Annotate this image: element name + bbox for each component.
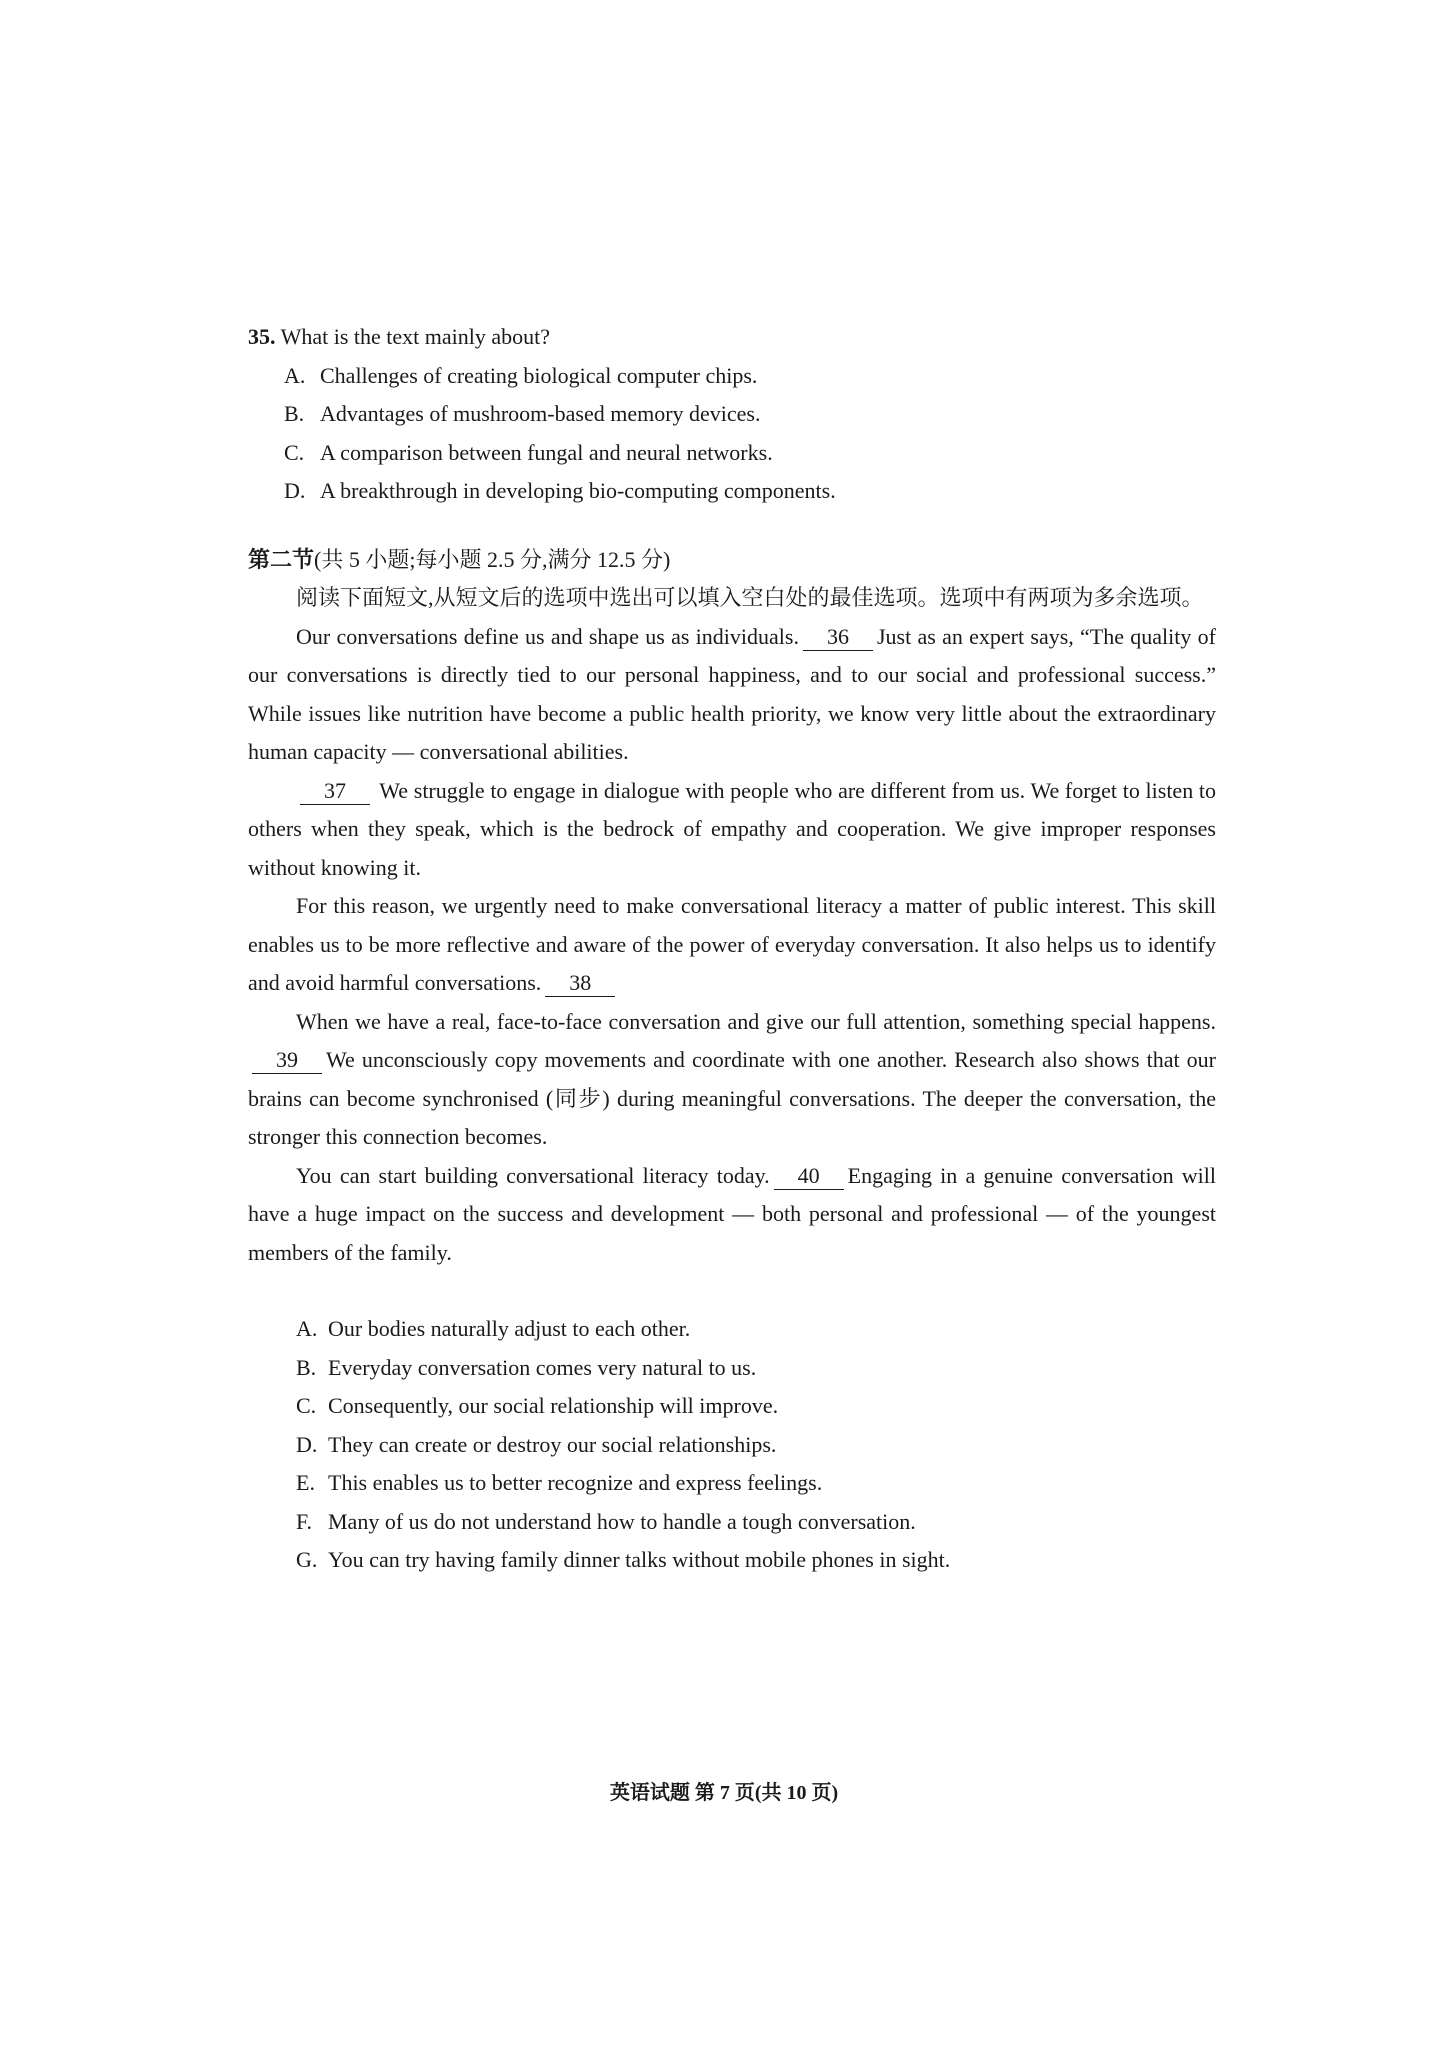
section-heading — [248, 541, 1216, 580]
passage-text: Engaging in a genuine conversation will have a huge impact on the success and development — both personal and professional — of the youngest members of the family. — [248, 1162, 1217, 1265]
question-35-option-c — [248, 434, 1216, 473]
choice-b — [248, 1349, 1216, 1388]
option-text: A comparison between fungal and neural networks. — [320, 439, 773, 465]
blank-37: 37 — [300, 778, 370, 805]
passage-text: You can start building conversational literacy today. — [296, 1162, 770, 1188]
choice-letter: B. — [296, 1354, 317, 1380]
choice-text: Our bodies naturally adjust to each other. — [328, 1316, 691, 1341]
question-35-option-a — [248, 357, 1216, 396]
choice-c — [248, 1387, 1216, 1426]
passage-paragraph-4 — [248, 1003, 1216, 1157]
passage-text: Our conversations define us and shape us as individuals. — [296, 623, 799, 649]
choice-letter: D. — [296, 1431, 318, 1457]
passage-paragraph-5 — [248, 1157, 1216, 1273]
choice-text: Consequently, our social relationship will improve. — [328, 1393, 779, 1418]
page-content — [248, 318, 1216, 1580]
choice-list — [248, 1310, 1216, 1580]
passage-text: For this reason, we urgently need to make conversational literacy a matter of public interest. This skill enables us to be more reflective and aware of the power of everyday conversation. It also helps us to identify and avoid harmful conversations. — [248, 893, 1216, 995]
question-text: What is the text mainly about? — [280, 324, 551, 349]
choice-text: They can create or destroy our social relationships. — [328, 1431, 777, 1457]
option-letter: C. — [284, 439, 305, 465]
passage-text: When we have a real, face-to-face conversation and give our full attention, something special happens. — [296, 1008, 1216, 1034]
choice-letter: C. — [296, 1393, 317, 1418]
passage-paragraph-3 — [248, 887, 1216, 1003]
option-letter: D. — [284, 478, 306, 503]
passage-paragraph-1 — [248, 618, 1216, 772]
section-title: 第二节 — [248, 546, 315, 572]
question-35-option-b — [248, 395, 1216, 434]
option-text: A breakthrough in developing bio-computing components. — [320, 478, 836, 503]
choice-d — [248, 1426, 1216, 1465]
choice-g — [248, 1541, 1216, 1580]
choice-text: You can try having family dinner talks without mobile phones in sight. — [328, 1547, 951, 1572]
question-35-stem — [248, 318, 1216, 357]
passage-paragraph-2 — [248, 772, 1216, 888]
choice-letter: G. — [296, 1547, 318, 1572]
blank-40: 40 — [774, 1163, 844, 1190]
choice-letter: F. — [296, 1508, 312, 1534]
choice-text: Everyday conversation comes very natural to us. — [328, 1354, 757, 1380]
option-letter: A. — [284, 362, 306, 388]
question-35-option-d — [248, 472, 1216, 511]
passage-text: We struggle to engage in dialogue with people who are different from us. We forget to listen to others when they speak, which is the bedrock of empathy and cooperation. We give improper responses without knowing it. — [248, 777, 1216, 880]
section-instruction: 阅读下面短文,从短文后的选项中选出可以填入空白处的最佳选项。选项中有两项为多余选项。 — [296, 585, 1204, 610]
passage-text: We unconsciously copy movements and coordinate with one another. Research also shows that our brains can become synchronised (同步) during meaningful conversations. The deeper the conversation, the stronger this connection becomes. — [248, 1047, 1216, 1149]
option-letter: B. — [284, 401, 305, 426]
page-footer: 英语试题 第 7 页(共 10 页) — [609, 1782, 839, 1804]
option-text: Advantages of mushroom-based memory devices. — [320, 401, 761, 426]
passage-text: Just as an expert says, “The quality of our conversations is directly tied to our personal happiness, and to our social and professional success.” While issues like nutrition have become a public health priority, we know very little about the extraordinary human capacity — conversational abilities. — [248, 623, 1217, 764]
choice-f — [248, 1503, 1216, 1542]
blank-36: 36 — [803, 624, 873, 651]
choice-letter: E. — [296, 1470, 315, 1495]
choice-e — [248, 1464, 1216, 1503]
choice-a — [248, 1310, 1216, 1349]
choice-text: Many of us do not understand how to handle a tough conversation. — [328, 1508, 916, 1534]
option-text: Challenges of creating biological computer chips. — [320, 362, 758, 388]
blank-39: 39 — [252, 1047, 322, 1074]
section-scoring: (共 5 小题;每小题 2.5 分,满分 12.5 分) — [314, 546, 671, 572]
question-number: 35. — [248, 324, 276, 349]
blank-38: 38 — [545, 970, 615, 997]
choice-text: This enables us to better recognize and express feelings. — [328, 1470, 823, 1495]
choice-letter: A. — [296, 1316, 318, 1341]
